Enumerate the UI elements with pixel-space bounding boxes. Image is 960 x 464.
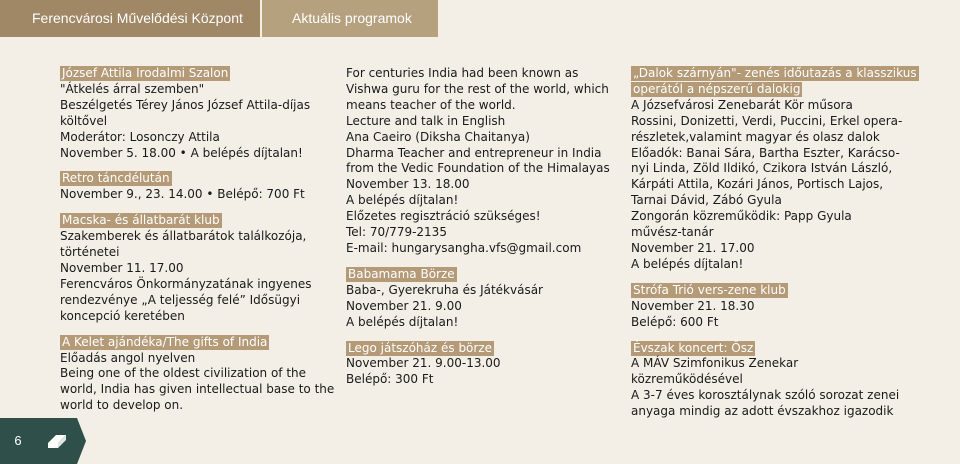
event-text: Dharma Teacher and entrepreneur in India <box>346 145 602 160</box>
event-date: November 11. 17.00 <box>60 260 184 275</box>
event-text: "Átkelés árral szemben" <box>60 81 205 96</box>
event-title: „Dalok szárnyán"- zenés időutazás a klasszikus <box>633 66 917 80</box>
event-text: nyi Linda, Zöld Ildikó, Czikora István László, <box>631 161 893 176</box>
event-text: from the Vedic Foundation of the Himalayas <box>346 161 610 176</box>
event-date: November 21. 17.00 <box>631 240 755 255</box>
event-text: anyaga mindig az adott évszakhoz igazodik <box>631 404 894 419</box>
event-text: rendezvénye „A teljesség felé” Idősügyi <box>60 292 301 307</box>
event-text: művész-tanár <box>631 225 714 240</box>
page-tab <box>36 418 86 464</box>
event-title: József Attila Irodalmi Szalon <box>62 66 229 80</box>
event-text: For centuries India had been known as <box>346 66 579 80</box>
event-text: A belépés díjtalan! <box>631 256 744 271</box>
event-text: Ana Caeiro (Diksha Chaitanya) <box>346 129 530 144</box>
event-text: Belépő: 300 Ft <box>346 372 434 387</box>
event-text: Előzetes regisztráció szükséges! <box>346 209 541 224</box>
event-text: Baba-, Gyerekruha és Játékvásár <box>346 282 543 297</box>
program-column-1 <box>60 66 335 414</box>
event-text: koncepció keretében <box>60 308 185 323</box>
program-column-3 <box>631 66 917 420</box>
event-email: E-mail: hungarysangha.vfs@gmail.com <box>346 240 582 255</box>
event-text: Beszélgetés Térey János József Attila-díjas <box>60 97 311 112</box>
event-text: Belépő: 600 Ft <box>631 314 719 329</box>
event-date: November 5. 18.00 • A belépés díjtalan! <box>60 145 303 160</box>
event-phone: Tel: 70/779-2135 <box>346 225 447 240</box>
event-text: A Józsefvárosi Zenebarát Kör műsora <box>631 97 853 112</box>
event-text: Moderátor: Losonczy Attila <box>60 129 220 144</box>
event-text: Előadók: Banai Sára, Bartha Eszter, Karácso- <box>631 145 900 160</box>
event-text: közreműködésével <box>631 372 743 387</box>
top-bar <box>0 0 960 37</box>
event-text: történetei <box>60 245 120 260</box>
event-text: Tarnai Dávid, Zábó Gyula <box>631 193 782 208</box>
program-column-2 <box>346 66 618 388</box>
event-title: Babamama Börze <box>348 266 455 281</box>
event-date: November 21. 18.30 <box>631 298 755 313</box>
event-text: A 3-7 éves korosztálynak szóló sorozat zenei <box>631 388 900 403</box>
event-text: means teacher of the world. <box>346 97 516 112</box>
eraser-icon <box>46 431 68 451</box>
event-date: November 9., 23. 14.00 • Belépő: 700 Ft <box>60 187 305 202</box>
event-text: world, India has given intellectual base to the <box>60 382 335 397</box>
event-text: Rossini, Donizetti, Verdi, Puccini, Erkel opera- <box>631 113 903 128</box>
event-title: Retro táncdélután <box>62 171 170 186</box>
header-organization-tab: Ferencvárosi Művelődési Központ <box>0 0 260 37</box>
event-text: Zongorán közreműködik: Papp Gyula <box>631 209 852 224</box>
event-text: Kárpáti Attila, Kozári János, Portisch Lajos, <box>631 177 884 192</box>
event-title: Macska- és állatbarát klub <box>62 213 220 228</box>
event-text: world to develop on. <box>60 398 184 413</box>
event-text: Lecture and talk in English <box>346 113 506 128</box>
event-title: Lego játszóház és börze <box>348 340 493 355</box>
event-date: November 21. 9.00 <box>346 298 462 313</box>
event-text: részletek,valamint magyar és olasz dalok <box>631 129 880 144</box>
event-title: A Kelet ajándéka/The gifts of India <box>62 334 268 349</box>
event-text: A MÁV Szimfonikus Zenekar <box>631 356 799 371</box>
event-text: Előadás angol nyelven <box>60 350 196 365</box>
event-text: Vishwa guru for the rest of the world, which <box>346 81 609 96</box>
event-text: A belépés díjtalan! <box>346 314 459 329</box>
event-date: November 13. 18.00 <box>346 177 470 192</box>
event-title: Strófa Trió vers-zene klub <box>633 282 786 297</box>
event-date: November 21. 9.00-13.00 <box>346 356 501 371</box>
event-text: költővel <box>60 113 108 128</box>
event-text: A belépés díjtalan! <box>346 193 459 208</box>
event-title: Évszak koncert: Ősz <box>633 340 754 355</box>
event-text: Szakemberek és állatbarátok találkozója, <box>60 229 307 244</box>
event-text: Ferencváros Önkormányzatának ingyenes <box>60 276 312 291</box>
event-text: Being one of the oldest civilization of the <box>60 366 307 381</box>
page-number: 6 <box>0 418 36 464</box>
header-section-tab: Aktuális programok <box>262 0 438 37</box>
event-title-continued: operától a népszerű dalokig <box>633 81 801 96</box>
